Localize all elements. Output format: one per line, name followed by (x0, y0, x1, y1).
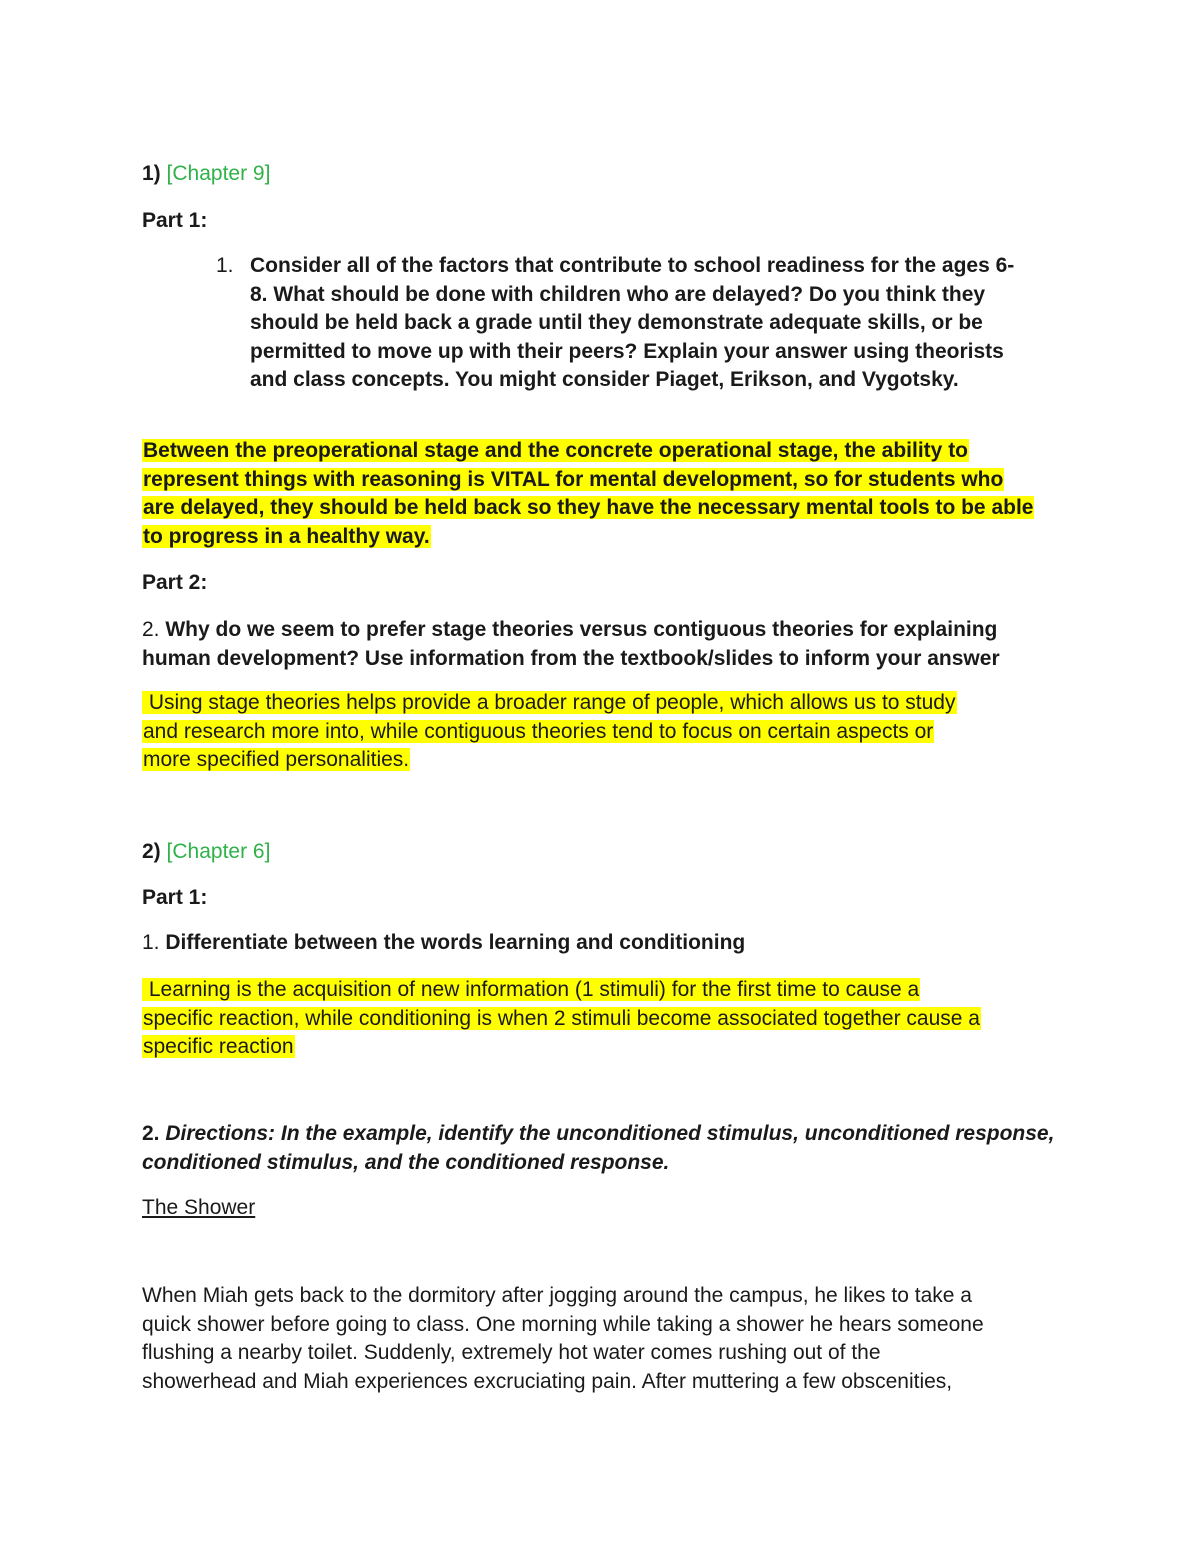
question-line: 8. What should be done with children who are delayed? Do you think they (250, 282, 986, 306)
story-line: When Miah gets back to the dormitory after jogging around the campus, he likes to take a (142, 1284, 972, 1307)
question-1-heading (142, 160, 270, 189)
directions-line: conditioned stimulus, and the conditioned response. (142, 1150, 670, 1174)
question-2-number: 2) (142, 840, 161, 863)
question-line: Why do we seem to prefer stage theories versus contiguous theories for explaining (165, 618, 998, 641)
answer-line: represent things with reasoning is VITAL for mental development, so for students who (143, 467, 1004, 491)
story-title: The Shower (142, 1196, 256, 1219)
q1-part2-question-number: 2. (142, 618, 160, 641)
answer-line: are delayed, they should be held back so they have the necessary mental tools to be able (143, 496, 1034, 519)
q1-part2-heading: Part 2: (142, 571, 208, 594)
q1-part1-list-marker: 1. (216, 254, 234, 277)
q2-item1-number: 1. (142, 931, 160, 954)
question-1-chapter: [Chapter 9] (166, 162, 271, 185)
question-2-heading (142, 838, 270, 867)
story-line: quick shower before going to class. One morning while taking a shower he hears someone (142, 1312, 984, 1336)
answer-line: to progress in a healthy way. (143, 524, 430, 548)
q2-item2-number: 2. (142, 1122, 160, 1145)
question-2-chapter: [Chapter 6] (166, 840, 271, 863)
story-line: flushing a nearby toilet. Suddenly, extremely hot water comes rushing out of the (142, 1341, 881, 1364)
question-1-number: 1) (142, 162, 161, 185)
answer-line: and research more into, while contiguous theories tend to focus on certain aspects or (143, 719, 934, 743)
q1-part1-heading: Part 1: (142, 209, 208, 232)
answer-line: Learning is the acquisition of new information (1 stimuli) for the first time to cause a (148, 978, 920, 1001)
answer-line: Using stage theories helps provide a broader range of people, which allows us to study (148, 691, 956, 714)
question-line: permitted to move up with their peers? Explain your answer using theorists (250, 339, 1004, 363)
q2-part1-heading: Part 1: (142, 886, 208, 909)
question-line: and class concepts. You might consider Piaget, Erikson, and Vygotsky. (250, 368, 959, 391)
answer-line: specific reaction, while conditioning is when 2 stimuli become associated together cause a (143, 1006, 980, 1030)
question-line: should be held back a grade until they demonstrate adequate skills, or be (250, 311, 983, 334)
answer-line: Between the preoperational stage and the concrete operational stage, the ability to (143, 439, 969, 462)
story-line: showerhead and Miah experiences excruciating pain. After muttering a few obscenities, (142, 1369, 953, 1393)
question-line: human development? Use information from the textbook/slides to inform your answer (142, 646, 1000, 670)
answer-line: more specified personalities. (143, 748, 410, 771)
answer-line: specific reaction (143, 1035, 294, 1058)
directions-line: Directions: In the example, identify the unconditioned stimulus, unconditioned response, (165, 1122, 1055, 1145)
q2-item1-question: 1. Differentiate between the words learning and conditioning (142, 931, 746, 954)
question-line: Consider all of the factors that contribute to school readiness for the ages 6- (250, 254, 1015, 277)
